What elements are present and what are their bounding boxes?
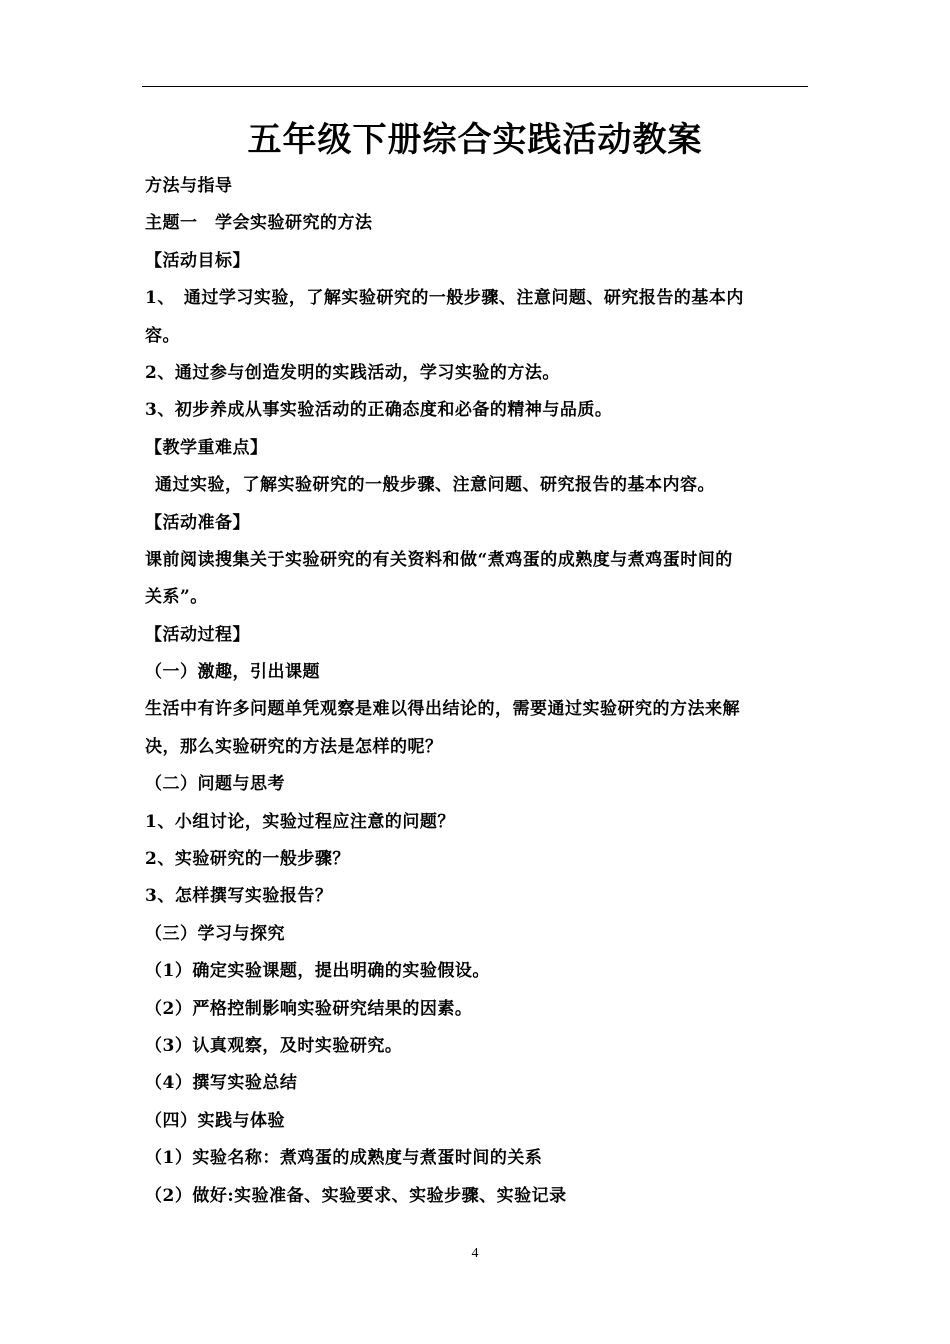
- study-item-4: （4）撰写实验总结: [145, 1073, 298, 1094]
- section-heading-method: 方法与指导: [145, 176, 233, 196]
- heading-key-points: 【教学重难点】: [145, 437, 268, 458]
- question-1: 1、小组讨论，实验过程应注意的问题？: [145, 811, 455, 832]
- goal-1-line-2: 容。: [145, 325, 180, 346]
- question-2: 2、实验研究的一般步骤？: [145, 849, 350, 870]
- goal-2: 2、通过参与创造发明的实践活动，学习实验的方法。: [145, 362, 560, 383]
- question-3: 3、怎样撰写实验报告？: [145, 886, 333, 907]
- practice-item-2: （2）做好:实验准备、实验要求、实验步骤、实验记录: [145, 1185, 567, 1206]
- process-step-1-line-2: 决，那么实验研究的方法是怎样的呢？: [145, 736, 443, 757]
- practice-item-1: （1）实验名称：煮鸡蛋的成熟度与煮蛋时间的关系: [145, 1148, 543, 1169]
- heading-process: 【活动过程】: [145, 624, 250, 645]
- process-step-1-heading: （一）激趣，引出课题: [145, 662, 320, 683]
- goal-3: 3、初步养成从事实验活动的正确态度和必备的精神与品质。: [145, 400, 613, 421]
- key-points-text: 通过实验，了解实验研究的一般步骤、注意问题、研究报告的基本内容。: [155, 475, 715, 496]
- document-body: [145, 168, 810, 1215]
- process-step-1-line-1: 生活中有许多问题单凭观察是难以得出结论的，需要通过实验研究的方法来解: [145, 699, 740, 720]
- heading-activity-goals: 【活动目标】: [145, 250, 250, 271]
- study-item-2: （2）严格控制影响实验研究结果的因素。: [145, 998, 473, 1019]
- header-rule: [142, 86, 808, 87]
- process-step-4-heading: （四）实践与体验: [145, 1110, 285, 1131]
- preparation-line-2: 关系”。: [145, 587, 208, 608]
- process-step-3-heading: （三）学习与探究: [145, 923, 285, 944]
- document-title: 五年级下册综合实践活动教案: [247, 120, 703, 160]
- goal-1-line-1: 1、 通过学习实验，了解实验研究的一般步骤、注意问题、研究报告的基本内: [145, 288, 744, 309]
- page-number: 4: [471, 1246, 479, 1261]
- study-item-1: （1）确定实验课题，提出明确的实验假设。: [145, 961, 490, 982]
- process-step-2-heading: （二）问题与思考: [145, 774, 285, 795]
- topic-heading: 主题一 学会实验研究的方法: [145, 213, 373, 234]
- study-item-3: （3）认真观察，及时实验研究。: [145, 1035, 403, 1056]
- preparation-line-1: 课前阅读搜集关于实验研究的有关资料和做“煮鸡蛋的成熟度与煮鸡蛋时间的: [145, 549, 733, 570]
- heading-preparation: 【活动准备】: [145, 512, 250, 533]
